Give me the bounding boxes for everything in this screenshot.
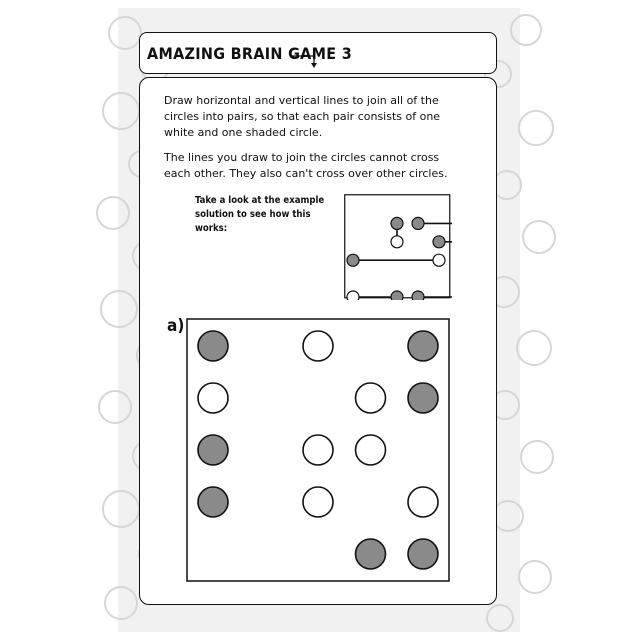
example-circle-white xyxy=(433,254,445,266)
puzzle-circle-white[interactable] xyxy=(303,435,333,465)
puzzle-circle-shaded[interactable] xyxy=(198,435,228,465)
example-circle-shaded xyxy=(347,254,359,266)
gear-icon xyxy=(108,16,142,50)
gear-icon xyxy=(102,92,140,130)
instruction-paragraph-1: Draw horizontal and vertical lines to join all of the circles into pairs, so that each pair consists of one white and one shaded circle. xyxy=(164,94,441,139)
gear-icon xyxy=(516,330,552,366)
example-circle-white xyxy=(347,291,359,300)
puzzle-grid[interactable] xyxy=(186,318,452,584)
instruction-paragraph-2: The lines you draw to join the circles cannot cross each other. They also can't cross over other circles. xyxy=(164,151,448,180)
example-circle-shaded xyxy=(412,217,424,229)
example-circle-white xyxy=(391,236,403,248)
example-circle-shaded xyxy=(412,291,424,300)
example-circle-shaded xyxy=(391,217,403,229)
gear-icon xyxy=(486,604,514,632)
gear-icon xyxy=(522,220,556,254)
page-title: AMAZING BRAIN GAME 3 xyxy=(147,44,353,63)
gear-icon xyxy=(510,14,542,46)
puzzle-circle-shaded[interactable] xyxy=(408,331,438,361)
puzzle-circle-shaded[interactable] xyxy=(356,539,386,569)
gear-icon xyxy=(102,490,140,528)
gear-icon xyxy=(520,440,554,474)
puzzle-circle-shaded[interactable] xyxy=(198,331,228,361)
puzzle-circle-shaded[interactable] xyxy=(198,487,228,517)
puzzle-circle-white[interactable] xyxy=(303,331,333,361)
puzzle-circle-white[interactable] xyxy=(408,487,438,517)
puzzle-circle-white[interactable] xyxy=(303,487,333,517)
gear-icon xyxy=(104,586,138,620)
gear-icon xyxy=(518,560,552,594)
example-solution-grid xyxy=(344,194,452,300)
example-circle-shaded xyxy=(391,291,403,300)
puzzle-circle-shaded[interactable] xyxy=(408,539,438,569)
example-circle-shaded xyxy=(433,236,445,248)
gear-icon xyxy=(100,290,138,328)
arrow-down-right-icon xyxy=(290,52,320,70)
puzzle-circle-white[interactable] xyxy=(356,383,386,413)
gear-icon xyxy=(98,390,132,424)
gear-icon xyxy=(518,110,554,146)
puzzle-circle-white[interactable] xyxy=(198,383,228,413)
puzzle-circle-white[interactable] xyxy=(356,435,386,465)
example-label: Take a look at the example solution to see how this works: xyxy=(195,195,325,234)
gear-icon xyxy=(96,196,130,230)
puzzle-circle-shaded[interactable] xyxy=(408,383,438,413)
puzzle-label: a) xyxy=(167,316,185,336)
